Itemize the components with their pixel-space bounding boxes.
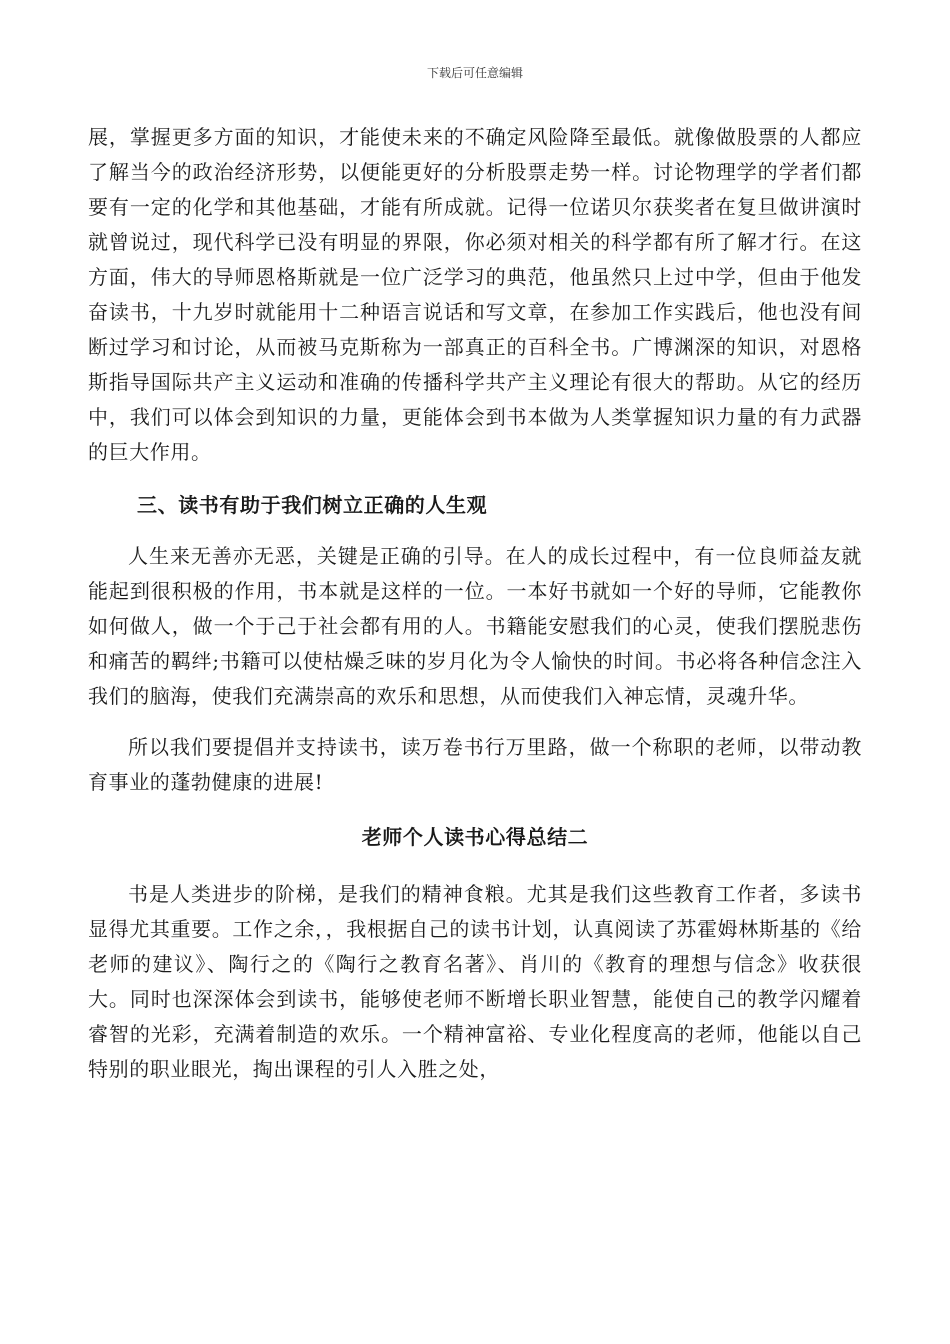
document-body: [88, 120, 862, 1087]
paragraph-books-ladder: 书是人类进步的阶梯，是我们的精神食粮。尤其是我们这些教育工作者，多读书显得尤其重要。工作之余，，我根据自己的读书计划，认真阅读了苏霍姆林斯基的《给老师的建议》、陶行之的《陶行之教育名著》、肖川的《教育的理想与信念》收获很大。同时也深深体会到读书，能够使老师不断增长职业智慧，能使自己的教学闪耀着睿智的光彩，充满着制造的欢乐。一个精神富裕、专业化程度高的老师，他能以自己特别的职业眼光，掏出课程的引人入胜之处，: [88, 882, 862, 1081]
paragraph-conclusion: 所以我们要提倡并支持读书，读万卷书行万里路，做一个称职的老师，以带动教育事业的蓬勃健康的进展!: [88, 735, 862, 794]
document-title-2: 老师个人读书心得总结二: [361, 825, 589, 849]
page-header-note: 下载后可任意编辑: [426, 66, 523, 80]
section-heading-3: 三、读书有助于我们树立正确的人生观: [137, 493, 488, 517]
paragraph-knowledge: 展，掌握更多方面的知识，才能使未来的不确定风险降至最低。就像做股票的人都应了解当今的政治经济形势，以便能更好的分析股票走势一样。讨论物理学的学者们都要有一定的化学和其他基础，才能有所成就。记得一位诺贝尔获奖者在复旦做讲演时就曾说过，现代科学已没有明显的界限，你必须对相关的科学都有所了解才行。在这方面，伟大的导师恩格斯就是一位广泛学习的典范，他虽然只上过中学，但由于他发奋读书，十九岁时就能用十二种语言说话和写文章，在参加工作实践后，他也没有间断过学习和讨论，从而被马克斯称为一部真正的百科全书。广博渊深的知识，对恩格斯指导国际共产主义运动和准确的传播科学共产主义理论有很大的帮助。从它的经历中，我们可以体会到知识的力量，更能体会到书本做为人类掌握知识力量的有力武器的巨大作用。: [88, 125, 862, 464]
paragraph-outlook: 人生来无善亦无恶，关键是正确的引导。在人的成长过程中，有一位良师益友就能起到很积极的作用，书本就是这样的一位。一本好书就如一个好的导师，它能教你如何做人，做一个于己于社会都有用的人。书籍能安慰我们的心灵，使我们摆脱悲伤和痛苦的羁绊;书籍可以使枯燥乏味的岁月化为令人愉快的时间。书必将各种信念注入我们的脑海，使我们充满崇高的欢乐和思想，从而使我们入神忘情，灵魂升华。: [88, 544, 862, 708]
